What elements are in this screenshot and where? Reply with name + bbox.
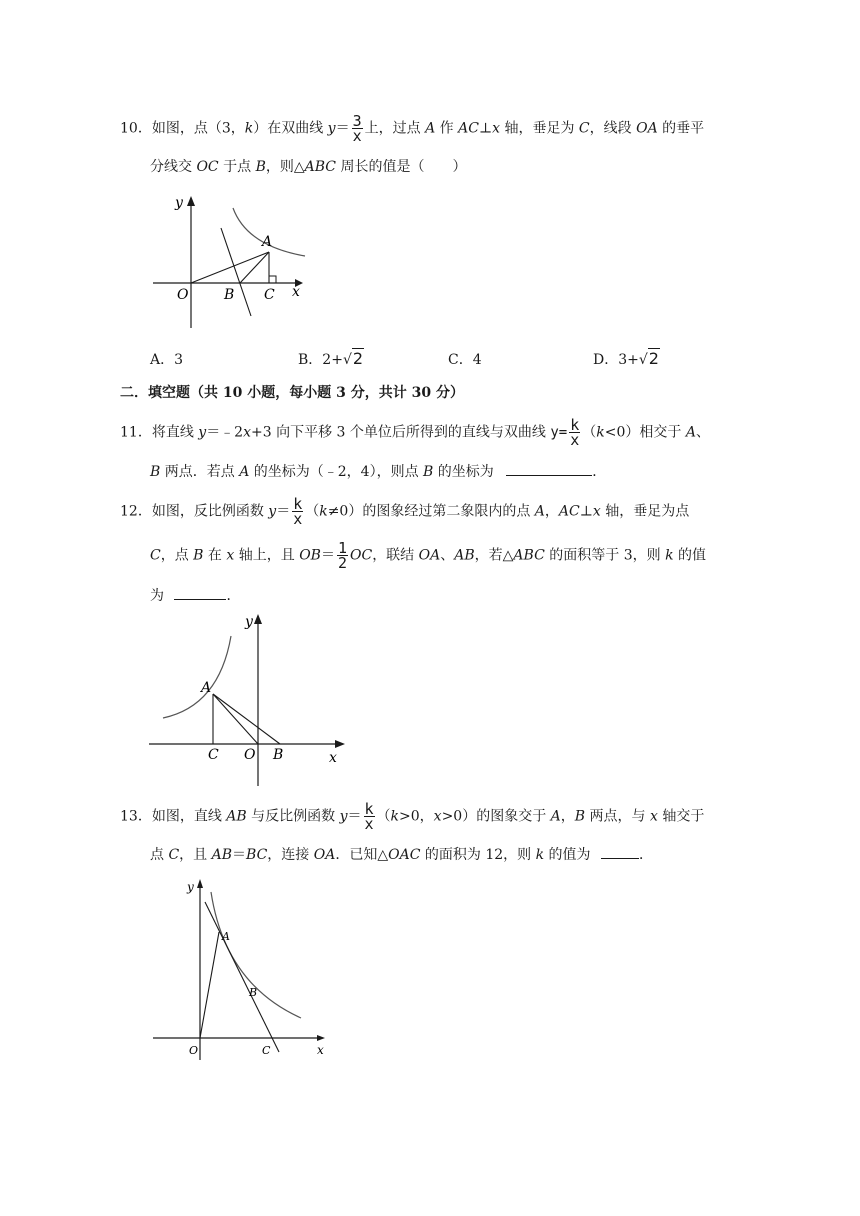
- section-heading: 二．填空题（共 10 小题，每小题 3 分，共计 30 分）: [120, 385, 464, 401]
- var: AB: [454, 547, 475, 564]
- label-B: B: [273, 747, 284, 763]
- var: A: [239, 464, 250, 480]
- q10-option-d[interactable]: [593, 349, 660, 369]
- var: A: [425, 120, 436, 137]
- text: 轴上，且: [234, 547, 300, 564]
- var: AC: [558, 503, 580, 520]
- label-A: A: [201, 680, 212, 696]
- text: ＝: [320, 547, 335, 564]
- option-text: D．3+: [593, 352, 639, 368]
- var: BC: [246, 847, 268, 863]
- label-C: C: [262, 1044, 271, 1057]
- text: ．: [639, 847, 653, 863]
- q11-line1: [120, 418, 710, 447]
- text: ＝: [232, 847, 247, 863]
- text: 于点: [218, 159, 256, 175]
- var: AB: [211, 847, 233, 863]
- var: ABC: [513, 547, 545, 564]
- text: 的垂平: [657, 120, 705, 137]
- var: k: [535, 847, 545, 863]
- text: 轴，垂足为点: [600, 503, 690, 520]
- segment-AB: [240, 252, 269, 283]
- var: x: [433, 808, 442, 825]
- var: k: [319, 503, 328, 520]
- text: 的面积等于 3，则: [544, 547, 666, 564]
- var: x: [649, 808, 658, 825]
- text: 周长的值是（ ）: [336, 159, 467, 175]
- fraction-k-over-x: [364, 802, 375, 831]
- q13-line2: [150, 844, 653, 865]
- line-AB: [205, 902, 279, 1052]
- q13-figure: [145, 874, 345, 1064]
- var-k: k: [244, 120, 254, 137]
- label-A: A: [262, 234, 273, 250]
- var: ABC: [304, 159, 337, 175]
- text: ．: [226, 588, 241, 604]
- label-y: y: [175, 195, 183, 211]
- text: 与反比例函数: [246, 808, 340, 825]
- text: 轴交于: [657, 808, 705, 825]
- text: <0）相交于: [604, 424, 686, 441]
- var: OA: [636, 120, 658, 137]
- var: B: [423, 464, 434, 480]
- text: ，则△: [265, 159, 305, 175]
- text: 点: [150, 847, 169, 863]
- q10-option-c[interactable]: [448, 349, 482, 369]
- text: 的值: [673, 547, 706, 564]
- label-O: O: [189, 1044, 199, 1057]
- var: A: [550, 808, 561, 825]
- var: OA: [313, 847, 336, 863]
- q11-line2: [150, 461, 606, 482]
- text: ⊥: [579, 503, 593, 520]
- text: ，: [544, 503, 559, 520]
- var: C: [578, 120, 590, 137]
- text: ＝: [335, 120, 350, 137]
- text: >0，: [399, 808, 434, 825]
- var: y: [339, 808, 348, 825]
- text: 12．如图，反比例函数: [120, 503, 269, 520]
- label-O: O: [177, 287, 189, 303]
- hyperbola: [163, 636, 231, 718]
- text: ）在双曲线: [253, 120, 328, 137]
- var: B: [150, 464, 161, 480]
- numerator: k: [364, 800, 374, 818]
- var: A: [685, 424, 696, 441]
- var: k: [390, 808, 400, 825]
- var: OC: [196, 159, 219, 175]
- var: x: [226, 547, 235, 564]
- q10-option-b[interactable]: [298, 349, 364, 369]
- var: C: [168, 847, 180, 863]
- denominator: 2: [337, 554, 347, 572]
- var: OAC: [388, 847, 421, 863]
- text: 两点，与: [585, 808, 650, 825]
- text: ．已知△: [335, 847, 389, 863]
- var: AC: [458, 120, 479, 137]
- label-x: x: [317, 1043, 324, 1057]
- text: ，若△: [474, 547, 514, 564]
- var: x: [243, 424, 252, 441]
- option-text: C．4: [448, 352, 482, 368]
- text: 为: [150, 588, 164, 604]
- text: 轴，垂足为: [500, 120, 579, 137]
- fraction-one-half: [337, 541, 348, 570]
- label-C: C: [208, 747, 219, 763]
- text: ，且: [179, 847, 212, 863]
- text: ，连接: [267, 847, 314, 863]
- text: 分线交: [150, 159, 197, 175]
- denominator: x: [352, 127, 362, 145]
- numerator: 3: [352, 112, 362, 130]
- label-y: y: [245, 614, 253, 630]
- q10-option-a[interactable]: [150, 349, 183, 369]
- text: 、: [440, 547, 455, 564]
- y-axis-arrow: [197, 879, 203, 888]
- label-A: A: [222, 930, 230, 943]
- denominator: x: [570, 431, 580, 449]
- var: C: [150, 547, 161, 564]
- text: 上，过点: [364, 120, 426, 137]
- text: 13．如图，直线: [120, 808, 227, 825]
- x-axis-arrow: [317, 1035, 325, 1041]
- var: OA: [418, 547, 441, 564]
- y-axis-arrow: [254, 614, 262, 624]
- label-x: x: [292, 284, 300, 300]
- label-B: B: [224, 287, 235, 303]
- text: ，点: [160, 547, 194, 564]
- fraction-k-over-x: [292, 497, 303, 526]
- fraction-k-over-x: [569, 418, 580, 447]
- text: 10．如图，点（3，: [120, 120, 245, 137]
- answer-blank[interactable]: [506, 461, 592, 476]
- label-y: y: [187, 880, 194, 894]
- text: ，线段: [589, 120, 637, 137]
- text: 的值为: [544, 847, 591, 863]
- denominator: x: [364, 815, 374, 833]
- right-angle-mark: [269, 276, 276, 283]
- var: OB: [299, 547, 321, 564]
- text: 11．将直线: [120, 424, 199, 441]
- numerator: k: [293, 495, 303, 513]
- text: ，: [560, 808, 575, 825]
- radicand: 2: [648, 349, 659, 368]
- var-y: y: [327, 120, 336, 137]
- label-C: C: [264, 287, 275, 303]
- var: k: [665, 547, 674, 564]
- sqrt: √2: [638, 349, 659, 368]
- var: x: [492, 120, 501, 137]
- text: ．: [592, 464, 607, 480]
- text: 的面积为 12，则: [420, 847, 536, 863]
- var: AB: [226, 808, 247, 825]
- fraction-3-over-x: [352, 114, 363, 143]
- answer-blank[interactable]: [601, 844, 639, 859]
- segment-OA: [191, 252, 269, 283]
- text: ＝﹣2: [206, 424, 244, 441]
- text: 的坐标为: [433, 464, 494, 480]
- var: B: [193, 547, 204, 564]
- text: （: [305, 503, 320, 520]
- q10-figure: [145, 190, 325, 340]
- x-axis-arrow: [335, 740, 345, 748]
- option-text: B．2+: [298, 352, 343, 368]
- text: +3 向下平移 3 个单位后所得到的直线与双曲线: [251, 424, 551, 441]
- text: ＝: [347, 808, 362, 825]
- hyperbola: [211, 892, 301, 1018]
- text: ≠0）的图象经过第二象限内的点: [327, 503, 535, 520]
- answer-blank[interactable]: [174, 585, 226, 600]
- q12-line2: [150, 541, 706, 570]
- text: ，联结: [372, 547, 419, 564]
- var: B: [255, 159, 266, 175]
- radicand: 2: [352, 349, 364, 368]
- segment-OA: [200, 932, 219, 1038]
- var: OC: [349, 547, 373, 564]
- label-B: B: [249, 986, 258, 999]
- numerator: 1: [337, 539, 347, 557]
- text: 作: [435, 120, 459, 137]
- text: ＝: [276, 503, 291, 520]
- segment-AB: [213, 694, 280, 744]
- text: >0）的图象交于: [441, 808, 551, 825]
- sqrt: √2: [342, 349, 364, 368]
- text: 的坐标为（﹣2，4），则点: [249, 464, 424, 480]
- q12-line3: [150, 585, 240, 606]
- text: 在: [203, 547, 227, 564]
- q10-line1: [120, 114, 704, 143]
- label-O: O: [244, 747, 256, 763]
- var: x: [592, 503, 601, 520]
- text: ⊥: [478, 120, 493, 137]
- var: k: [596, 424, 605, 441]
- text: （: [582, 424, 597, 441]
- text: 、: [695, 424, 710, 441]
- option-text: A．3: [150, 352, 184, 368]
- text: y=: [550, 424, 568, 441]
- text: （: [376, 808, 391, 825]
- segment-OA: [213, 694, 258, 744]
- q13-line1: [120, 802, 704, 831]
- var: A: [534, 503, 545, 520]
- denominator: x: [293, 510, 303, 528]
- q12-figure: [145, 608, 355, 788]
- numerator: k: [570, 416, 580, 434]
- y-axis-arrow: [187, 196, 195, 206]
- label-x: x: [329, 750, 337, 766]
- var: y: [198, 424, 207, 441]
- var: B: [574, 808, 586, 825]
- q10-line2: [150, 157, 466, 177]
- var: y: [268, 503, 277, 520]
- text: 两点．若点: [160, 464, 240, 480]
- q12-line1: [120, 497, 689, 526]
